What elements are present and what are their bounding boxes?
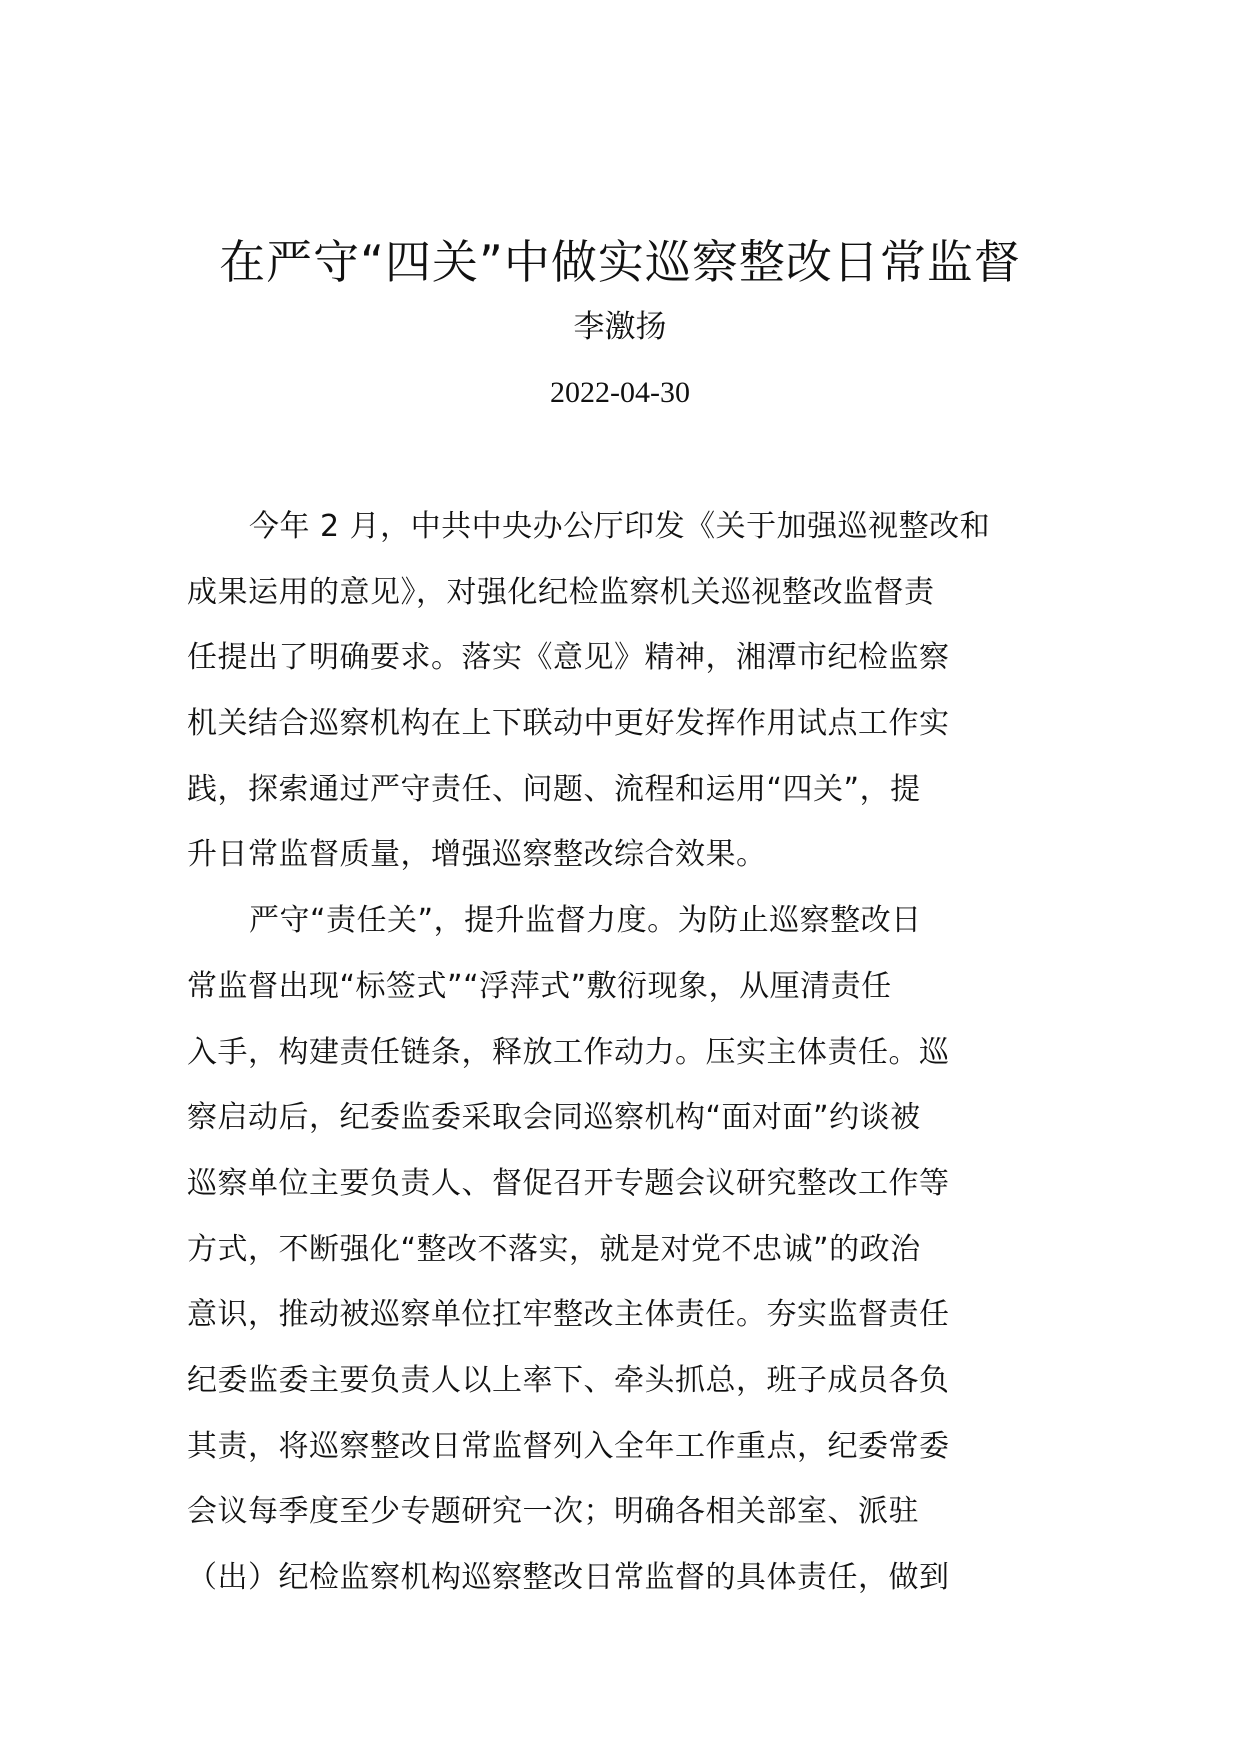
document-author: 李激扬 (573, 309, 667, 345)
body-line: 会议每季度至少专题研究一次；明确各相关部室、派驻 (187, 1494, 919, 1530)
body-line: 纪委监委主要负责人以上率下、牵头抓总，班子成员各负 (187, 1362, 950, 1398)
body-line: 察启动后，纪委监委采取会同巡察机构“面对面”约谈被 (187, 1100, 921, 1136)
body-line: 巡察单位主要负责人、督促召开专题会议研究整改工作等 (187, 1165, 950, 1201)
document-date: 2022-04-30 (550, 376, 690, 409)
body-line: 今年 2 月，中共中央办公厅印发《关于加强巡视整改和 (249, 509, 991, 544)
document-body (187, 494, 1049, 1611)
body-line: 机关结合巡察机构在上下联动中更好发挥作用试点工作实 (187, 706, 950, 742)
body-line: 升日常监督质量，增强巡察整改综合效果。 (187, 837, 767, 873)
document-title: 在严守“四关”中做实巡察整改日常监督 (219, 235, 1021, 289)
body-line: 意识，推动被巡察单位扛牢整改主体责任。夯实监督责任 (187, 1297, 950, 1333)
body-line: 任提出了明确要求。落实《意见》精神，湘潭市纪检监察 (187, 640, 950, 676)
body-line: 方式，不断强化“整改不落实，就是对党不忠诚”的政治 (187, 1231, 921, 1267)
body-line: 践，探索通过严守责任、问题、流程和运用“四关”，提 (187, 771, 921, 807)
body-line: 成果运用的意见》，对强化纪检监察机关巡视整改监督责 (187, 574, 935, 610)
body-line: （出）纪检监察机构巡察整改日常监督的具体责任，做到 (187, 1560, 950, 1595)
body-line: 严守“责任关”，提升监督力度。为防止巡察整改日 (249, 903, 922, 939)
body-line: 其责，将巡察整改日常监督列入全年工作重点，纪委常委 (187, 1428, 950, 1464)
body-line: 常监督出现“标签式”“浮萍式”敷衍现象，从厘清责任 (187, 968, 892, 1004)
body-line: 入手，构建责任链条，释放工作动力。压实主体责任。巡 (187, 1034, 950, 1070)
